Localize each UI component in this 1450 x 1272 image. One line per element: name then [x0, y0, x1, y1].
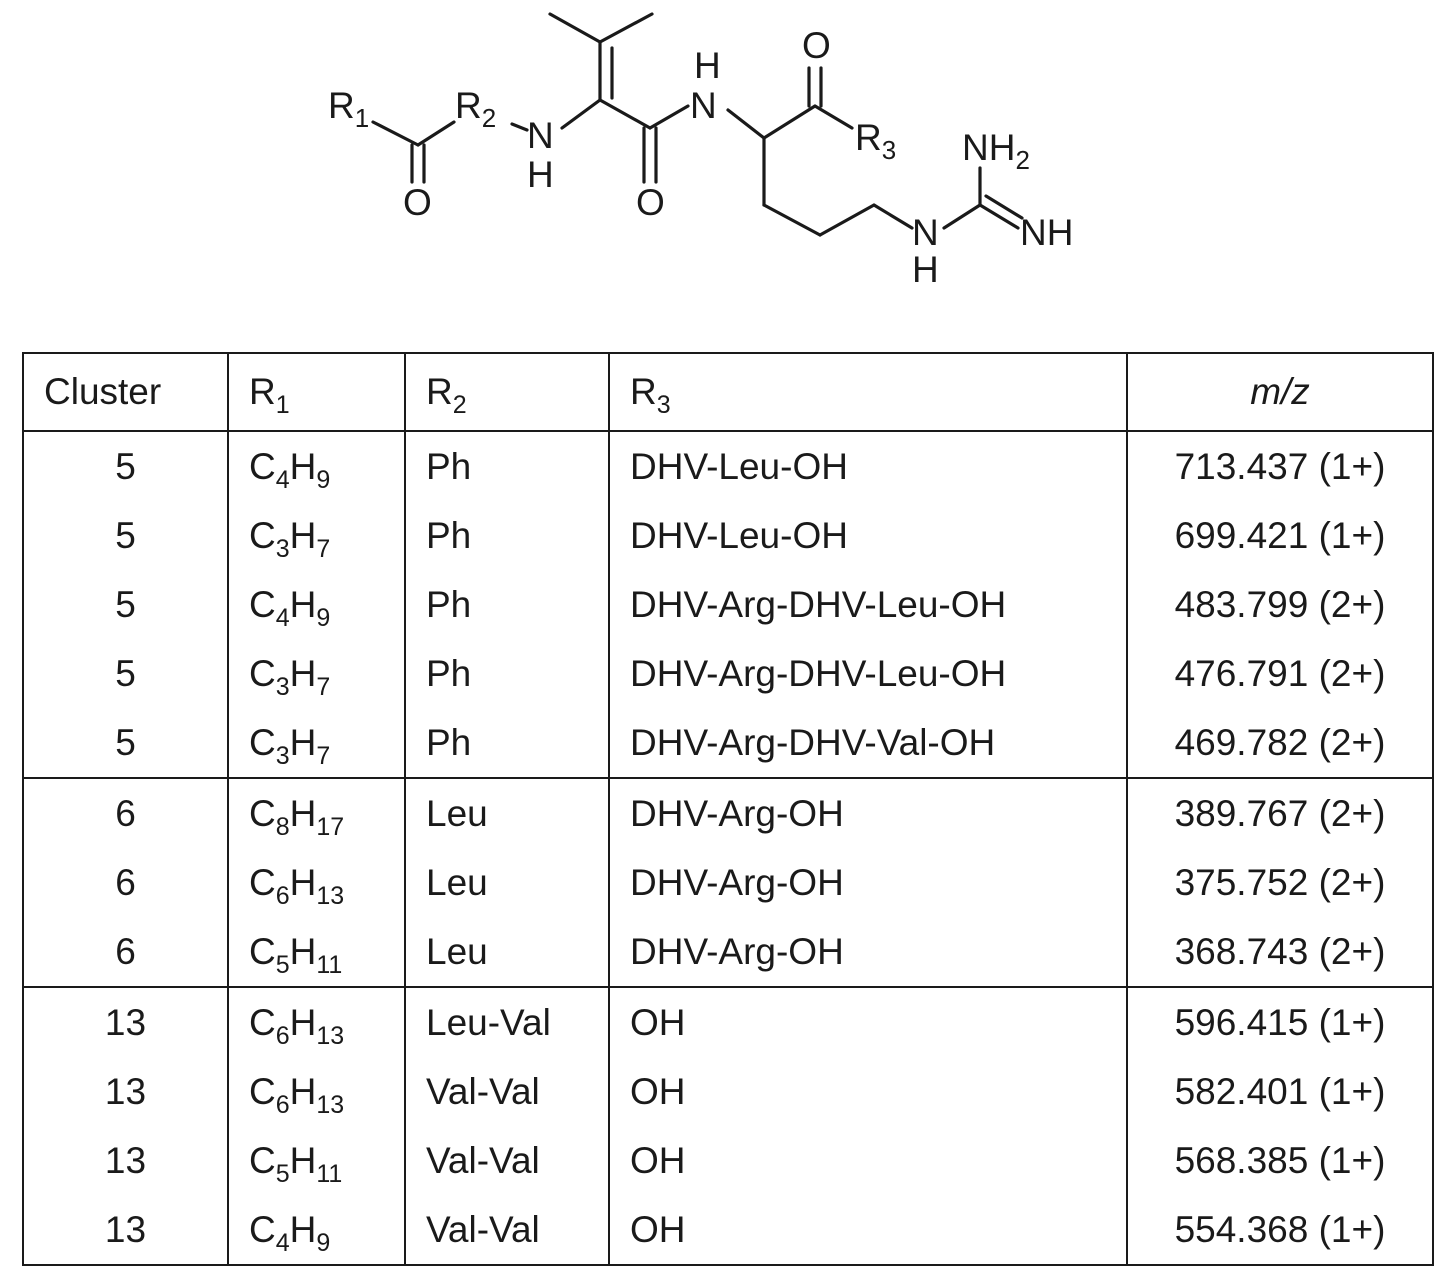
hydrogen-left-label: H — [527, 154, 554, 195]
formula-element: C — [249, 583, 276, 625]
formula-subscript: 3 — [275, 672, 290, 701]
formula-subscript: 13 — [316, 1090, 345, 1119]
formula-subscript: 7 — [316, 534, 331, 563]
cell-cluster: 6 — [23, 778, 228, 848]
formula-element: C — [249, 1208, 276, 1250]
cell-r1 — [228, 1195, 405, 1265]
formula-element: H — [289, 792, 317, 834]
cell-r3: DHV-Leu-OH — [609, 501, 1127, 570]
formula-element: C — [249, 514, 276, 556]
formula-element: C — [249, 1139, 276, 1181]
r2-label: $R_2$ — [455, 85, 497, 133]
formula-subscript: 17 — [316, 812, 345, 841]
formula-element: C — [249, 930, 276, 972]
cell-r3: OH — [609, 1057, 1127, 1126]
cell-mz: 596.415 (1+) — [1127, 987, 1433, 1057]
cell-r1 — [228, 987, 405, 1057]
formula-element: H — [289, 1070, 317, 1112]
cell-r1 — [228, 1057, 405, 1126]
formula-element: H — [289, 583, 317, 625]
cell-mz: 476.791 (2+) — [1127, 639, 1433, 708]
cell-r3: OH — [609, 987, 1127, 1057]
cell-r2: Val-Val — [405, 1057, 609, 1126]
cell-r3: DHV-Arg-OH — [609, 848, 1127, 917]
formula-subscript: 4 — [275, 603, 290, 632]
cell-r1 — [228, 570, 405, 639]
table-row — [23, 639, 1433, 708]
cell-r1 — [228, 917, 405, 987]
table-group — [23, 987, 1433, 1265]
formula-subscript: 7 — [316, 672, 331, 701]
cell-mz: 375.752 (2+) — [1127, 848, 1433, 917]
formula-element: H — [289, 1001, 317, 1043]
cell-r3: DHV-Arg-DHV-Leu-OH — [609, 570, 1127, 639]
cell-r1 — [228, 708, 405, 778]
cell-cluster: 13 — [23, 987, 228, 1057]
cell-mz: 568.385 (1+) — [1127, 1126, 1433, 1195]
formula-subscript: 7 — [316, 741, 331, 770]
table-row — [23, 431, 1433, 501]
formula-element: C — [249, 1070, 276, 1112]
formula-subscript: 11 — [316, 950, 343, 979]
cell-cluster: 5 — [23, 501, 228, 570]
cell-cluster: 13 — [23, 1195, 228, 1265]
cell-r2: Ph — [405, 501, 609, 570]
nitrogen-mid-label: N — [690, 85, 717, 126]
cell-r2: Leu-Val — [405, 987, 609, 1057]
cell-mz: 483.799 (2+) — [1127, 570, 1433, 639]
imine-nh-label: NH — [1020, 212, 1074, 253]
cell-mz: 699.421 (1+) — [1127, 501, 1433, 570]
cell-r3: DHV-Leu-OH — [609, 431, 1127, 501]
cell-r1 — [228, 848, 405, 917]
cell-r1 — [228, 501, 405, 570]
cell-r3: OH — [609, 1126, 1127, 1195]
formula-subscript: 4 — [275, 465, 290, 494]
cell-r1 — [228, 778, 405, 848]
table-row — [23, 848, 1433, 917]
nitrogen-right-label: N — [912, 212, 939, 253]
table-row — [23, 501, 1433, 570]
formula-element: C — [249, 861, 276, 903]
cell-r1 — [228, 431, 405, 501]
formula-element: H — [289, 445, 317, 487]
formula-element: C — [249, 721, 276, 763]
cell-r2: Ph — [405, 708, 609, 778]
formula-element: H — [289, 514, 317, 556]
cell-cluster: 5 — [23, 431, 228, 501]
formula-element: H — [289, 861, 317, 903]
cell-r2: Val-Val — [405, 1126, 609, 1195]
formula-element: H — [289, 930, 317, 972]
formula-subscript: 6 — [275, 881, 290, 910]
table-group — [23, 431, 1433, 778]
formula-subscript: 3 — [275, 741, 290, 770]
cell-r2: Ph — [405, 570, 609, 639]
formula-element: H — [289, 1208, 317, 1250]
formula-element: C — [249, 445, 276, 487]
hydrogen-right-label: H — [912, 249, 939, 290]
cell-cluster: 13 — [23, 1057, 228, 1126]
cell-cluster: 13 — [23, 1126, 228, 1195]
cell-r3: DHV-Arg-OH — [609, 778, 1127, 848]
r1-label: $R_1$ — [328, 85, 370, 133]
cell-cluster: 5 — [23, 570, 228, 639]
cell-mz: 469.782 (2+) — [1127, 708, 1433, 778]
nitrogen-left-label: N — [527, 115, 554, 156]
formula-subscript: 8 — [275, 812, 290, 841]
cell-r1 — [228, 1126, 405, 1195]
table-group — [23, 778, 1433, 987]
table-row — [23, 987, 1433, 1057]
r3-label: $R_3$ — [855, 117, 897, 165]
cell-r3: DHV-Arg-OH — [609, 917, 1127, 987]
table-row — [23, 708, 1433, 778]
nh2-label: $NH_2$ — [962, 127, 1030, 175]
formula-element: H — [289, 652, 317, 694]
header-mz: m/z — [1127, 353, 1433, 431]
cell-r2: Leu — [405, 848, 609, 917]
header-cluster: Cluster — [23, 353, 228, 431]
formula-subscript: 5 — [275, 1159, 290, 1188]
oxygen-top-label: O — [802, 25, 831, 66]
cell-r3: OH — [609, 1195, 1127, 1265]
table-row — [23, 1057, 1433, 1126]
formula-subscript: 5 — [275, 950, 290, 979]
formula-subscript: 13 — [316, 1021, 345, 1050]
header-r1: $R_1$ — [228, 353, 405, 431]
cell-cluster: 6 — [23, 917, 228, 987]
formula-subscript: 9 — [316, 603, 331, 632]
formula-subscript: 6 — [275, 1090, 290, 1119]
formula-subscript: 9 — [316, 1228, 331, 1257]
cell-mz: 554.368 (1+) — [1127, 1195, 1433, 1265]
oxygen-left-label: O — [403, 182, 432, 223]
cell-r3: DHV-Arg-DHV-Leu-OH — [609, 639, 1127, 708]
header-r3: $R_3$ — [609, 353, 1127, 431]
cell-mz: 389.767 (2+) — [1127, 778, 1433, 848]
cell-r2: Leu — [405, 778, 609, 848]
formula-element: H — [289, 721, 317, 763]
header-row — [23, 353, 1433, 431]
formula-subscript: 6 — [275, 1021, 290, 1050]
table-row — [23, 570, 1433, 639]
cell-cluster: 5 — [23, 639, 228, 708]
cell-r1 — [228, 639, 405, 708]
formula-subscript: 11 — [316, 1159, 343, 1188]
formula-subscript: 9 — [316, 465, 331, 494]
cell-r2: Ph — [405, 639, 609, 708]
cell-cluster: 6 — [23, 848, 228, 917]
oxygen-amide-label: O — [636, 182, 665, 223]
table-row — [23, 1126, 1433, 1195]
cell-r2: Leu — [405, 917, 609, 987]
formula-element: C — [249, 652, 276, 694]
hydrogen-mid-label: H — [694, 45, 721, 86]
formula-subscript: 13 — [316, 881, 345, 910]
table-row — [23, 778, 1433, 848]
chemical-structure — [0, 0, 1450, 330]
cell-r3: DHV-Arg-DHV-Val-OH — [609, 708, 1127, 778]
formula-subscript: 4 — [275, 1228, 290, 1257]
formula-element: H — [289, 1139, 317, 1181]
table-row — [23, 1195, 1433, 1265]
cell-cluster: 5 — [23, 708, 228, 778]
cell-mz: 582.401 (1+) — [1127, 1057, 1433, 1126]
cell-r2: Val-Val — [405, 1195, 609, 1265]
header-r2: $R_2$ — [405, 353, 609, 431]
formula-element: C — [249, 1001, 276, 1043]
cell-mz: 713.437 (1+) — [1127, 431, 1433, 501]
cell-r2: Ph — [405, 431, 609, 501]
formula-subscript: 3 — [275, 534, 290, 563]
formula-element: C — [249, 792, 276, 834]
compound-table — [22, 352, 1434, 1266]
cell-mz: 368.743 (2+) — [1127, 917, 1433, 987]
table-row — [23, 917, 1433, 987]
